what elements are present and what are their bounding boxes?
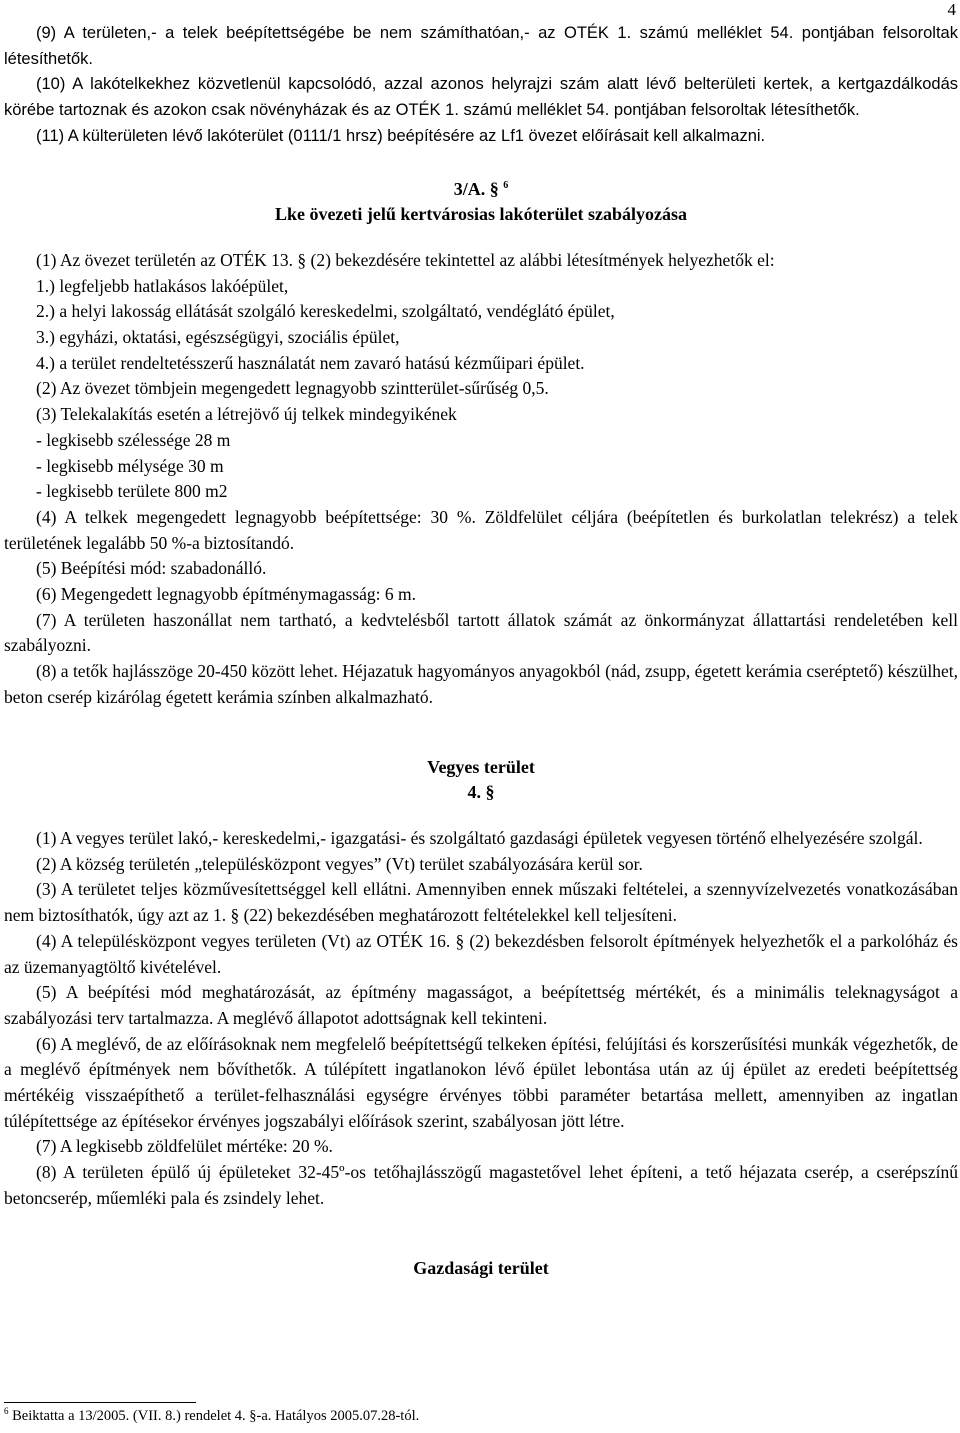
section-4-paragraph-1: (1) A vegyes terület lakó,- kereskedelmi,- igazgatási- és szolgáltató gazdasági épületek vegyesen történő elhelyezésére szolgál. (36, 827, 923, 848)
section-3a-paragraph-8: (8) a tetők hajlásszöge 20-450 között lehet. Héjazatuk hagyományos anyagokból (nád, zsupp, égetett kerámia cseréptető) készülhet, beton cserép kizárólag égetett kerámia színben alkalmazható. (4, 661, 958, 707)
section-3a-title: Lke övezeti jelű kertvárosias lakóterület szabályozása (274, 204, 688, 225)
section-next-title: Gazdasági terület (413, 1257, 549, 1278)
paragraph-10: (10) A lakótelkekhez közvetlenül kapcsolódó, azzal azonos helyrajzi szám alatt lévő belterületi kertek, a kertgazdálkodás körébe tartoznak és azokon csak növényházak és az OTÉK 1. számú melléklet 54. pontjában felsoroltak létesíthetők. (4, 75, 958, 120)
section-4-paragraph-4: (4) A településközpont vegyes területen (Vt) az OTÉK 16. § (2) bekezdésben felsorolt építmények helyezhetők el a parkolóház és az üzemanyagtöltő kivételével. (4, 930, 958, 977)
list-item-2: 2.) a helyi lakosság ellátását szolgáló kereskedelmi, szolgáltató, vendéglátó épület, (36, 301, 615, 322)
section-3a-paragraph-6: (6) Megengedett legnagyobb építménymagasság: 6 m. (36, 584, 417, 605)
document-body (4, 21, 958, 1281)
paragraph-9: (9) A területen,- a telek beépítettségébe be nem számíthatóan,- az OTÉK 1. számú melléklet 54. pontjában felsoroltak létesíthetők. (4, 24, 958, 68)
section-4-paragraph-8: (8) A területen épülő új épületeket 32-45º-os tetőhajlásszögű magastetővel lehet építeni, a tető héjazata cserép, a cserépszínű betoncserép, műemléki pala és zsindely lehet. (4, 1162, 958, 1208)
section-3a-paragraph-3: (3) Telekalakítás esetén a létrejövő új telkek mindegyikének (36, 404, 457, 425)
footnote-divider (4, 1402, 196, 1403)
section-4-paragraph-6: (6) A meglévő, de az előírásoknak nem megfelelő beépítettségű telkeken építési, felújítási és korszerűsítési munkák végezhetők, de a meglévő építmények nem bővíthetők. A túlépített ingatlanokon lévő épület lebontása után az új épület az eredeti beépítettség mértékéig visszaépíthető a terület-felhasználási egységre érvényes többi paraméter betartása mellett, amennyiben az ingatlan túlépítettsége az építésekor érvényes jogszabályi előírások szerint, szabályosan jött létre. (4, 1033, 958, 1131)
section-3a-paragraph-4: (4) A telkek megengedett legnagyobb beépítettsége: 30 %. Zöldfelület céljára (beépítetlen és burkolatlan telekrész) a telek területének legalább 50 %-a biztosítandó. (4, 506, 958, 553)
list-item-depth: - legkisebb mélysége 30 m (36, 455, 224, 476)
footnote-marker: 6 (4, 1406, 9, 1417)
section-4-paragraph-3: (3) A területet teljes közművesítettséggel kell ellátni. Amennyiben ennek műszaki feltételei, a szennyvízelvezetés vonatkozásában nem biztosíthatók, úgy azt az 1. § (22) bekezdésében meghatározott feltételekkel kell teljesíteni. (4, 879, 958, 926)
section-4-title: Vegyes terület (427, 756, 535, 777)
paragraph-11: (11) A külterületen lévő lakóterület (0111/1 hrsz) beépítésére az Lf1 övezet előírásait kell alkalmazni. (36, 126, 766, 145)
section-4-paragraph-7: (7) A legkisebb zöldfelület mértéke: 20 %. (36, 1136, 333, 1157)
section-3a-number: 3/A. § $^6$ (453, 178, 509, 199)
list-item-area: - legkisebb területe 800 m2 (36, 481, 228, 502)
footnote-ref-6: 6 (503, 179, 509, 191)
list-item-width: - legkisebb szélessége 28 m (36, 429, 231, 450)
section-3a-paragraph-2: (2) Az övezet tömbjein megengedett legnagyobb szintterület-sűrűség 0,5. (36, 378, 549, 399)
footnote (4, 1407, 419, 1425)
list-item-1: 1.) legfeljebb hatlakásos lakóépület, (36, 275, 289, 296)
list-item-4: 4.) a terület rendeltetésszerű használatát nem zavaró hatású kézműipari épület. (36, 352, 585, 373)
section-4-paragraph-5: (5) A beépítési mód meghatározását, az építmény magasságot, a beépítettség mértékét, és a minimális teleknagyságot a szabályozási terv tartalmazza. A meglévő állapotot adottságnak kell tekinteni. (4, 982, 958, 1028)
section-4-number: 4. § (467, 782, 495, 803)
list-item-3: 3.) egyházi, oktatási, egészségügyi, szociális épület, (36, 327, 400, 348)
section-4-paragraph-2: (2) A község területén „településközpont vegyes” (Vt) terület szabályozására kerül sor. (36, 853, 643, 874)
footnote-text: Beiktatta a 13/2005. (VII. 8.) rendelet 4. §-a. Hatályos 2005.07.28-tól. (12, 1408, 420, 1424)
section-3a-paragraph-7: (7) A területen haszonállat nem tartható, a kedvtelésből tartott állatok számát az önkormányzat állattartási rendeletében kell szabályozni. (4, 609, 958, 656)
section-3a-paragraph-1: (1) Az övezet területén az OTÉK 13. § (2) bekezdésére tekintettel az alábbi létesítmények helyezhetők el: (36, 249, 775, 270)
section-3a-paragraph-5: (5) Beépítési mód: szabadonálló. (36, 558, 267, 579)
page-number: 4 (947, 0, 956, 19)
